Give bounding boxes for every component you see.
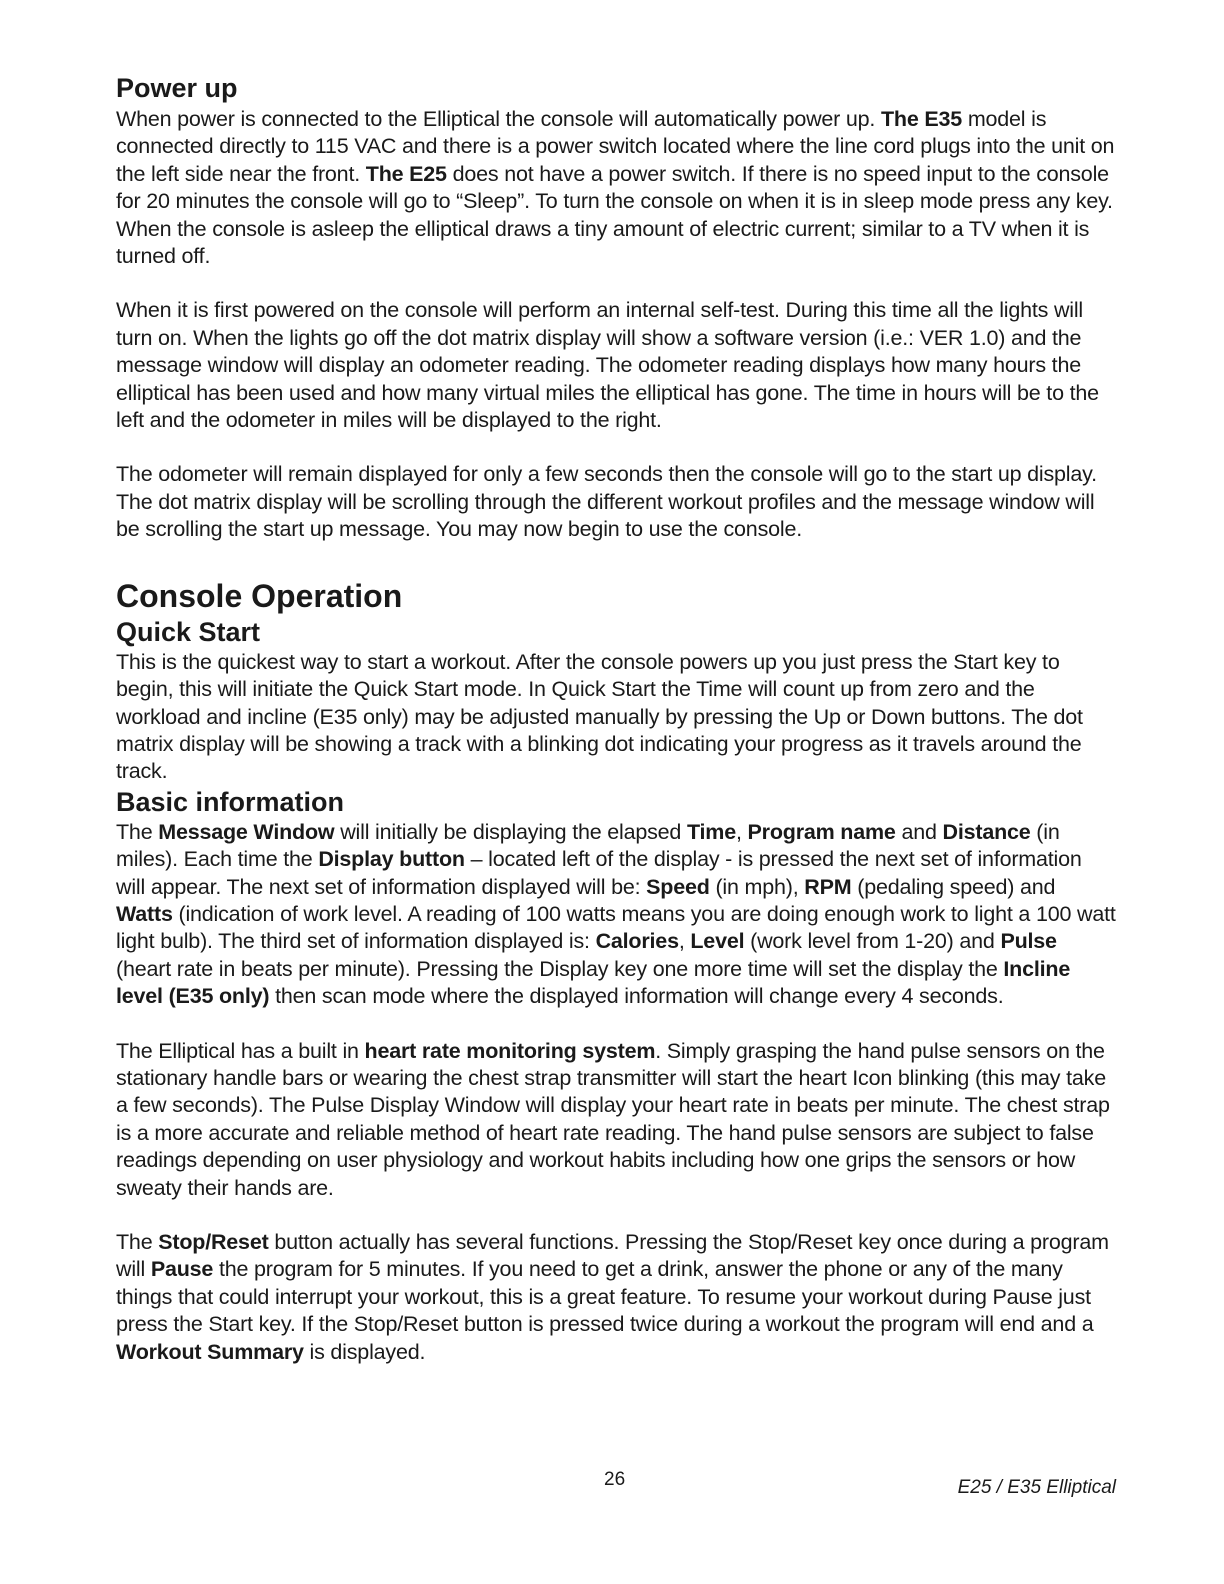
heading-power-up: Power up bbox=[116, 73, 238, 103]
power-up-paragraph-1 bbox=[116, 106, 1116, 270]
text-run: and bbox=[895, 819, 943, 844]
basic-information-paragraph-1 bbox=[116, 819, 1116, 1011]
heading-quick-start: Quick Start bbox=[116, 616, 261, 647]
bold-term: Level bbox=[690, 929, 745, 954]
basic-information-paragraph-3 bbox=[116, 1229, 1116, 1366]
bold-term: Pulse bbox=[1000, 929, 1057, 954]
bold-term: Program name bbox=[747, 819, 896, 844]
bold-term: Workout Summary bbox=[116, 1339, 304, 1364]
text-run: The bbox=[116, 1230, 159, 1254]
text-run: (in miles). Each time the bbox=[116, 819, 1060, 872]
footer-title: E25 / E35 Elliptical bbox=[957, 1477, 1116, 1498]
text-run: The Elliptical has a built in bbox=[116, 1038, 365, 1063]
bold-term: Message Window bbox=[158, 819, 335, 844]
bold-term: Pause bbox=[150, 1257, 214, 1282]
bold-term: Display button bbox=[318, 847, 465, 872]
heading-basic-information: Basic information bbox=[116, 786, 345, 817]
text-run: (in mph), bbox=[709, 874, 805, 899]
bold-term: Calories bbox=[595, 929, 679, 954]
text-run: is displayed. bbox=[303, 1339, 426, 1364]
bold-term: Distance bbox=[942, 819, 1031, 844]
bold-term: The E35 bbox=[880, 107, 963, 131]
text-run: then scan mode where the displayed information will change every 4 seconds. bbox=[269, 984, 1004, 1009]
quick-start-paragraph: This is the quickest way to start a workout. After the console powers up you just press the Start key to begin, this will initiate the Quick Start mode. In Quick Start the Time will count up from zero and the workload and incline (E35 only) may be adjusted manually by pressing the Up or Down buttons. The dot matrix display will be showing a track with a blinking dot indicating your progress as it travels around the track. bbox=[116, 649, 1083, 784]
text-run: does not have a power switch. If there is no speed input to the console for 20 minutes the console will go to “Sleep”. To turn the console on when it is in sleep mode press any key. When the console is asleep the elliptical draws a tiny amount of electric current; similar to a TV when it is turned off. bbox=[116, 161, 1113, 269]
basic-information-paragraph-2 bbox=[116, 1038, 1116, 1202]
bold-term: Watts bbox=[116, 901, 173, 926]
bold-term: Incline level (E35 only) bbox=[116, 956, 1071, 1009]
text-run: The bbox=[116, 819, 159, 844]
text-run: , bbox=[735, 819, 748, 844]
text-run: model is connected directly to 115 VAC and there is a power switch located where the line cord plugs into the unit on the left side near the front. bbox=[116, 107, 1115, 186]
text-run: , bbox=[678, 929, 691, 954]
text-run: button actually has several functions. Pressing the Stop/Reset key once during a program will bbox=[116, 1230, 1109, 1282]
heading-console-operation: Console Operation bbox=[116, 577, 403, 614]
power-up-paragraph-3: The odometer will remain displayed for only a few seconds then the console will go to the start up display. The dot matrix display will be scrolling through the different workout profiles and the message window will be scrolling the start up message. You may now begin to use the console. bbox=[116, 462, 1097, 542]
text-run: (heart rate in beats per minute). Pressing the Display key one more time will set the display the bbox=[116, 956, 1004, 981]
text-run: (indication of work level. A reading of 100 watts means you are doing enough work to light a 100 watt light bulb). The third set of information displayed is: bbox=[116, 901, 1116, 954]
text-run: – located left of the display - is pressed the next set of information will appear. The next set of information displayed will be: bbox=[116, 847, 1082, 899]
bold-term: Stop/Reset bbox=[158, 1230, 269, 1254]
power-up-paragraph-2: When it is first powered on the console will perform an internal self-test. During this time all the lights will turn on. When the lights go off the dot matrix display will show a software version (i.e.: VER 1.0) and the message window will display an odometer reading. The odometer reading displays how many hours the elliptical has been used and how many virtual miles the elliptical has gone. The time in hours will be to the left and the odometer in miles will be displayed to the right. bbox=[116, 298, 1099, 433]
text-run: When power is connected to the Elliptical the console will automatically power up. bbox=[116, 107, 881, 131]
text-run: (work level from 1-20) and bbox=[744, 929, 1001, 954]
bold-term: heart rate monitoring system bbox=[364, 1038, 656, 1063]
bold-term: Time bbox=[686, 819, 736, 844]
text-run: . Simply grasping the hand pulse sensors on the stationary handle bars or wearing the chest strap transmitter will start the heart Icon blinking (this may take a few seconds). The Pulse Display Window will display your heart rate in beats per minute. The chest strap is a more accurate and reliable method of heart rate reading. The hand pulse sensors are subject to false readings depending on user physiology and workout habits including how one grips the sensors or how sweaty their hands are. bbox=[116, 1038, 1110, 1200]
bold-term: Speed bbox=[646, 874, 710, 899]
text-run: will initially be displaying the elapsed bbox=[334, 819, 687, 844]
page-number: 26 bbox=[604, 1469, 626, 1490]
bold-term: The E25 bbox=[365, 161, 447, 186]
text-run: (pedaling speed) and bbox=[851, 874, 1056, 899]
bold-term: RPM bbox=[804, 874, 852, 899]
page-content bbox=[116, 70, 1116, 1366]
text-run: the program for 5 minutes. If you need to get a drink, answer the phone or any of the many things that could interrupt your workout, this is a great feature. To resume your workout during Pause just press the Start key. If the Stop/Reset button is pressed twice during a workout the program will end and a bbox=[116, 1257, 1094, 1337]
